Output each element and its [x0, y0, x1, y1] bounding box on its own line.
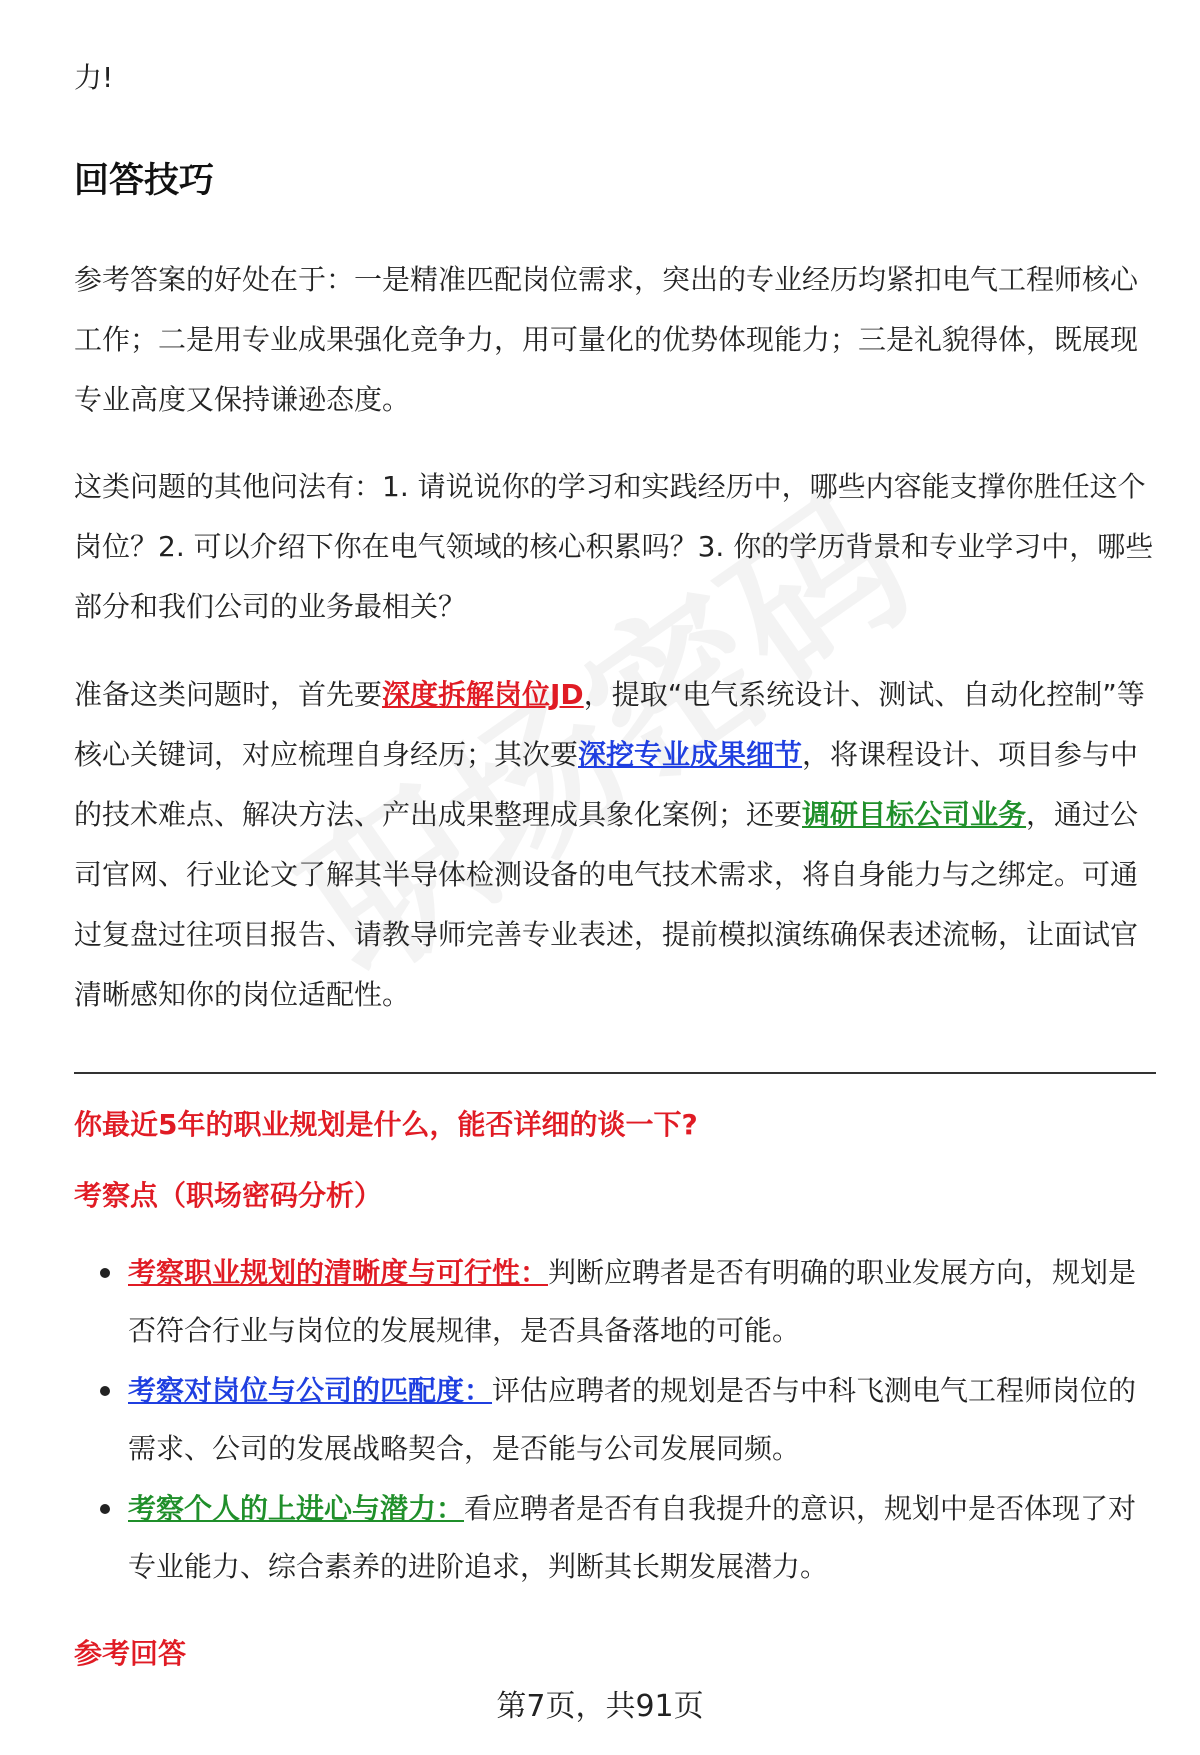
bullet-title: 考察职业规划的清晰度与可行性： [128, 1256, 549, 1289]
prep-text-2: ，提取“电气系统设计、测试、自动化控制”等核心关键词，对应梳理自身经历；其次要 [74, 678, 1145, 771]
focus-heading: 考察点（职场密码分析） [74, 1179, 383, 1212]
paragraph-advantages: 参考答案的好处在于：一是精准匹配岗位需求，突出的专业经历均紧扣电气工程师核心工作；二是用专业成果强化竞争力，用可量化的优势体现能力；三是礼貌得体，既展现专业高度又保持谦逊态度。 [74, 263, 1139, 416]
bullet-title: 考察个人的上进心与潜力： [128, 1492, 465, 1525]
answer-heading: 参考回答 [74, 1637, 187, 1670]
bullet-text: 看应聘者是否有自我提升的意识，规划中是否体现了对专业能力、综合素养的进阶追求，判断其长期发展潜力。 [128, 1492, 1137, 1583]
tips-heading: 回答技巧 [74, 161, 215, 201]
prep-text-4: ，通过公司官网、行业论文了解其半导体检测设备的电气技术需求，将自身能力与之绑定。可通过复盘过往项目报告、请教导师完善专业表述，提前模拟演练确保表述流畅，让面试官清晰感知你的岗位适配性。 [74, 798, 1139, 1011]
paragraph-alt-questions: 这类问题的其他问法有：1. 请说说你的学习和实践经历中，哪些内容能支撑你胜任这个岗位？2. 可以介绍下你在电气领域的核心积累吗？3. 你的学历背景和专业学习中，哪些部分和我们公司的业务最相关？ [74, 470, 1154, 623]
bullet-text: 判断应聘者是否有明确的职业发展方向，规划是否符合行业与岗位的发展规律，是否具备落地的可能。 [128, 1256, 1137, 1347]
prep-text-1: 准备这类问题时，首先要 [74, 678, 383, 711]
highlight-achievements: 深挖专业成果细节 [578, 738, 803, 771]
interview-question: 你最近5年的职业规划是什么，能否详细的谈一下? [74, 1108, 698, 1141]
paragraph-preparation [74, 665, 1156, 1025]
section-divider [74, 1072, 1156, 1074]
document-page [74, 0, 1156, 1755]
highlight-jd: 深度拆解岗位JD [382, 678, 584, 711]
focus-list [74, 1244, 1156, 1598]
list-item [74, 1362, 1156, 1478]
bullet-icon [100, 1504, 110, 1514]
page-number: 第7页，共91页 [496, 1689, 704, 1724]
prep-text-3: ，将课程设计、项目参与中的技术难点、解决方法、产出成果整理成具象化案例；还要 [74, 738, 1139, 831]
lead-text: 力! [74, 61, 114, 94]
list-item [74, 1244, 1156, 1360]
list-item [74, 1480, 1156, 1596]
highlight-company-research: 调研目标公司业务 [802, 798, 1027, 831]
bullet-icon [100, 1268, 110, 1278]
bullet-title: 考察对岗位与公司的匹配度： [128, 1374, 493, 1407]
bullet-text: 评估应聘者的规划是否与中科飞测电气工程师岗位的需求、公司的发展战略契合，是否能与公司发展同频。 [128, 1374, 1137, 1465]
bullet-icon [100, 1386, 110, 1396]
